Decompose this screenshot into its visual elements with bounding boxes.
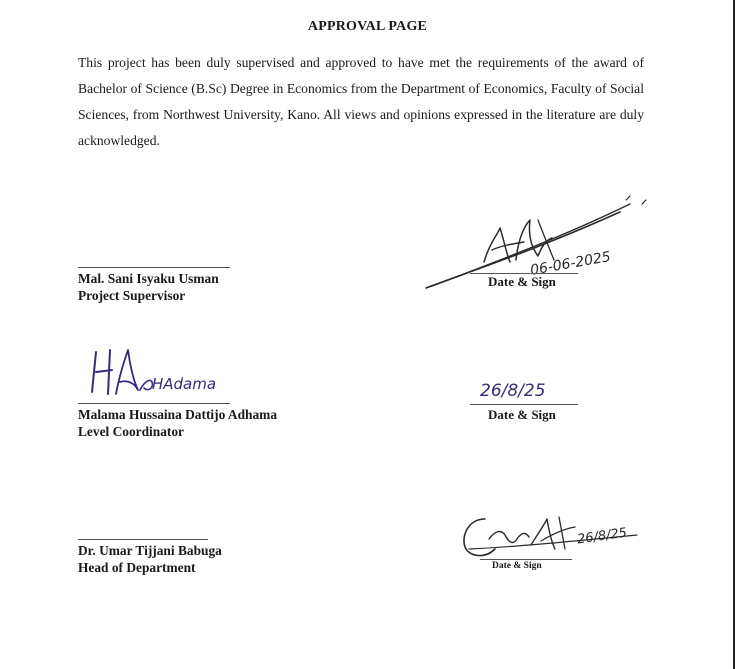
- coordinator-handwritten-date: 26/8/25: [480, 381, 546, 401]
- coordinator-date-handwriting: [478, 372, 578, 404]
- supervisor-name: Mal. Sani Isyaku Usman: [78, 271, 219, 286]
- supervisor-date-sign-label: Date & Sign: [488, 274, 556, 289]
- hod-signature: [455, 505, 645, 575]
- coordinator-signature: [80, 342, 230, 402]
- coordinator-signature-line: [78, 403, 230, 404]
- hod-role: Head of Department: [78, 560, 196, 575]
- supervisor-handwritten-date: 06-06-2025: [529, 248, 612, 279]
- coordinator-date-sign-label: Date & Sign: [488, 407, 556, 422]
- supervisor-role: Project Supervisor: [78, 288, 186, 303]
- hod-signature-line: [78, 539, 208, 540]
- hod-name: Dr. Umar Tijjani Babuga: [78, 543, 222, 558]
- coordinator-name: Malama Hussaina Dattijo Adhama: [78, 407, 278, 422]
- hod-date-line: [480, 559, 572, 560]
- coordinator-role: Level Coordinator: [78, 424, 184, 439]
- hod-date-sign-label: Date & Sign: [492, 561, 542, 571]
- supervisor-signature-line: [78, 267, 230, 268]
- coordinator-signature-text: HAdama: [152, 375, 217, 393]
- coordinator-date-line: [470, 404, 578, 405]
- page-title: APPROVAL PAGE: [307, 19, 428, 34]
- approval-statement: This project has been duly supervised and approved to have met the requirements of the award of Bachelor of Science (B.Sc) Degree in Economics from the Department of Economics, Faculty of Social Sciences, from Northwest University, Kano. All views and opinions expressed in the literature are duly acknowledged.: [78, 55, 644, 148]
- hod-handwritten-date: 26/8/25: [576, 525, 628, 548]
